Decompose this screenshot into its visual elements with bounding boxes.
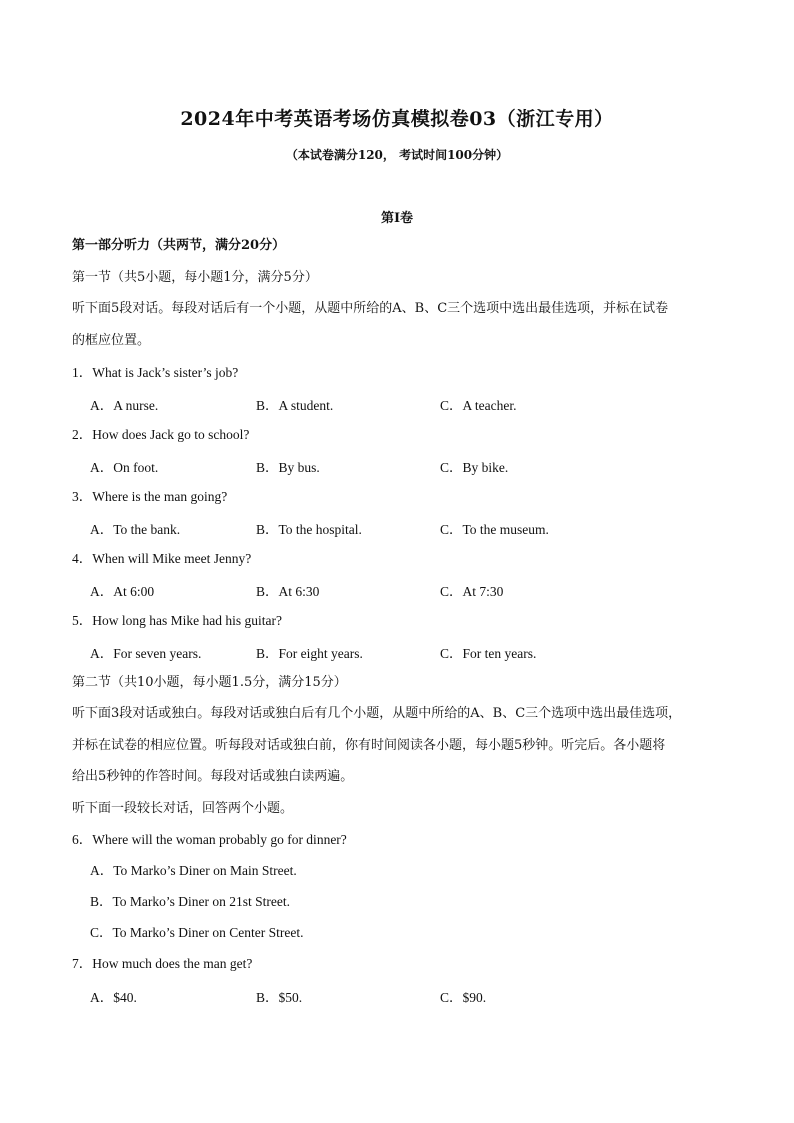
volume-label: 第I卷 xyxy=(380,211,414,226)
option-a: A．At 6:00 xyxy=(90,584,155,599)
section2-instructions-line2: 并标在试卷的相应位置。听每段对话或独白前，你有时间阅读各小题，每小题5秒钟。听完后。各小题将 xyxy=(72,738,666,753)
option-a: A．On foot. xyxy=(90,460,159,475)
section1-instructions-line1: 听下面5段对话。每段对话后有一个小题，从题中所给的A、B、C三个选项中选出最佳选项，并标在试卷 xyxy=(72,301,669,316)
section1-instructions-line2: 的框应位置。 xyxy=(72,333,151,348)
question-1: 1．What is Jack’s sister’s job? xyxy=(72,365,239,380)
option-a: A．A nurse. xyxy=(90,398,159,413)
option-a: A．$40. xyxy=(90,990,137,1005)
option-c: C．$90. xyxy=(440,990,487,1005)
section1-heading: 第一节（共5小题，每小题1分，满分5分） xyxy=(72,270,318,285)
question-4: 4．When will Mike meet Jenny? xyxy=(72,551,252,566)
question-7-options xyxy=(90,986,730,1006)
question-3: 3．Where is the man going? xyxy=(72,489,228,504)
option-c: C．A teacher. xyxy=(440,398,517,413)
option-b: B．To the hospital. xyxy=(256,522,362,537)
option-a: A．To the bank. xyxy=(90,522,181,537)
question-7: 7．How much does the man get? xyxy=(72,956,253,971)
question-6-option-b: B．To Marko’s Diner on 21st Street. xyxy=(90,894,291,909)
question-1-options xyxy=(90,394,730,414)
question-2: 2．How does Jack go to school? xyxy=(72,427,250,442)
option-a: A．For seven years. xyxy=(90,646,202,661)
option-c: C．At 7:30 xyxy=(440,584,504,599)
option-b: B．A student. xyxy=(256,398,334,413)
option-b: B．$50. xyxy=(256,990,303,1005)
question-6-option-c: C．To Marko’s Diner on Center Street. xyxy=(90,925,304,940)
section2-instructions-line3: 给出5秒钟的作答时间。每段对话或独白读两遍。 xyxy=(72,769,354,784)
dialogue-intro: 听下面一段较长对话，回答两个小题。 xyxy=(72,801,294,816)
section2-heading: 第二节（共10小题，每小题1.5分，满分15分） xyxy=(72,675,347,690)
option-b: B．By bus. xyxy=(256,460,320,475)
exam-subtitle: （本试卷满分120， 考试时间100分钟） xyxy=(285,148,509,162)
option-b: B．For eight years. xyxy=(256,646,363,661)
option-c: C．By bike. xyxy=(440,460,509,475)
option-b: B．At 6:30 xyxy=(256,584,320,599)
question-4-options xyxy=(90,580,730,600)
exam-title: 2024年中考英语考场仿真模拟卷03（浙江专用） xyxy=(180,108,614,130)
option-c: C．To the museum. xyxy=(440,522,549,537)
part1-heading: 第一部分听力（共两节，满分20分） xyxy=(72,238,286,253)
option-c: C．For ten years. xyxy=(440,646,537,661)
question-5-options xyxy=(90,642,730,662)
section2-instructions-line1: 听下面3段对话或独白。每段对话或独白后有几个小题，从题中所给的A、B、C三个选项中选出最佳选项， xyxy=(72,706,682,721)
question-6-option-a: A．To Marko’s Diner on Main Street. xyxy=(90,863,297,878)
question-2-options xyxy=(90,456,730,476)
question-5: 5．How long has Mike had his guitar? xyxy=(72,613,282,628)
question-3-options xyxy=(90,518,730,538)
question-6: 6．Where will the woman probably go for dinner? xyxy=(72,832,347,847)
